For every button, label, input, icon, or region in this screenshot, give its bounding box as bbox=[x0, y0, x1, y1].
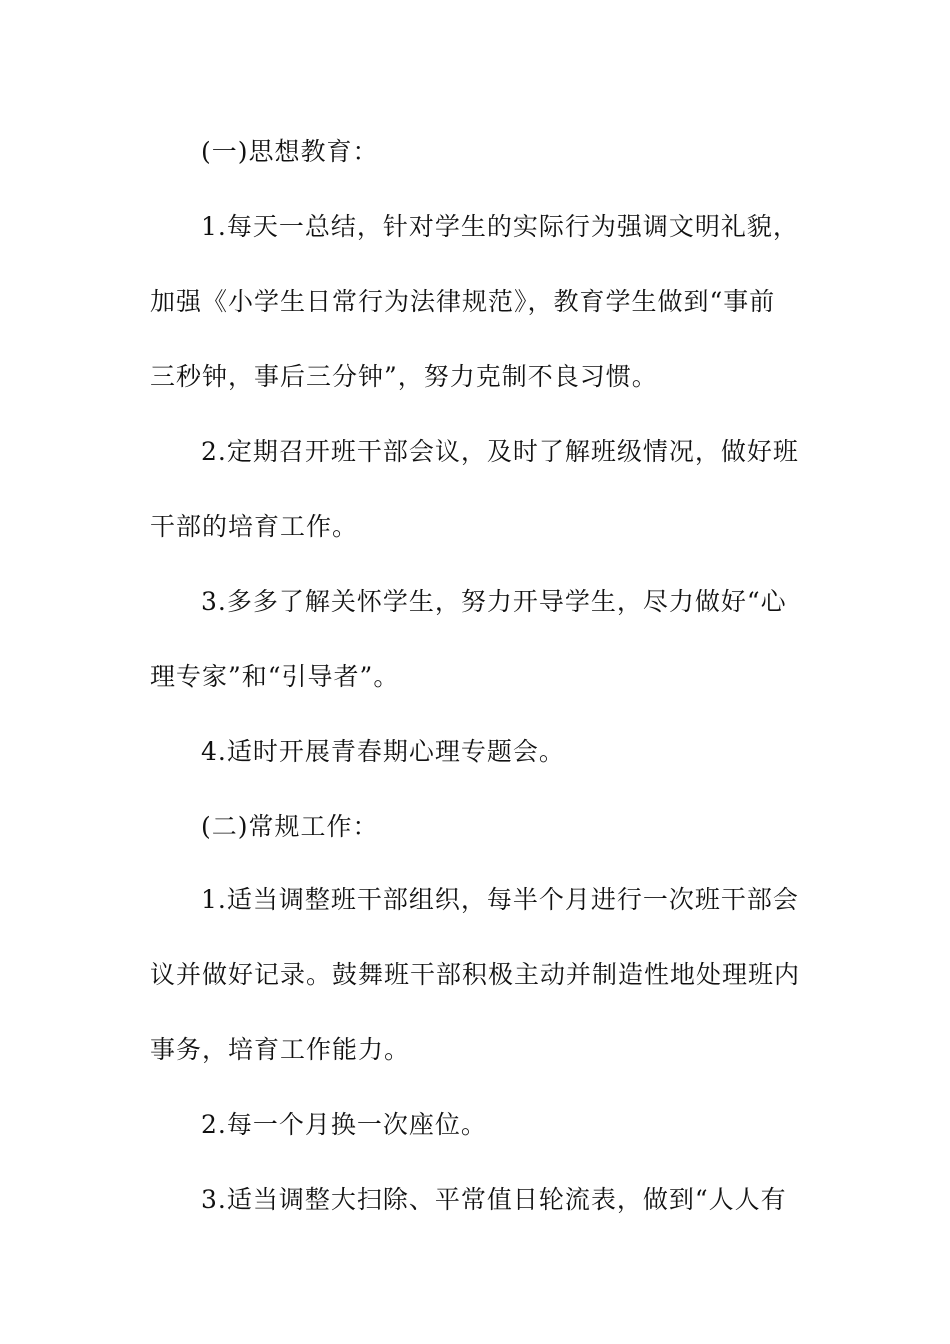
section-heading-routine-work: (二)常规工作： bbox=[201, 812, 379, 841]
paragraph-line: 3.适当调整大扫除、平常值日轮流表，做到“人人有 bbox=[201, 1185, 787, 1214]
paragraph-line: 3.多多了解关怀学生，努力开导学生，尽力做好“心 bbox=[201, 587, 787, 616]
paragraph-line: 2.每一个月换一次座位。 bbox=[201, 1110, 487, 1139]
paragraph-line: 事务，培育工作能力。 bbox=[150, 1035, 411, 1064]
section-heading-ideological-education: (一)思想教育： bbox=[201, 137, 379, 166]
paragraph-line: 三秒钟，事后三分钟”，努力克制不良习惯。 bbox=[150, 362, 658, 391]
paragraph-line: 干部的培育工作。 bbox=[150, 512, 359, 541]
paragraph-line: 1.适当调整班干部组织，每半个月进行一次班干部会 bbox=[201, 885, 799, 914]
paragraph-line: 2.定期召开班干部会议，及时了解班级情况，做好班 bbox=[201, 437, 799, 466]
paragraph-line: 理专家”和“引导者”。 bbox=[150, 662, 400, 691]
paragraph-line: 4.适时开展青春期心理专题会。 bbox=[201, 737, 565, 766]
paragraph-line: 加强《小学生日常行为法律规范》，教育学生做到“事前 bbox=[150, 287, 776, 316]
paragraph-line: 1.每天一总结，针对学生的实际行为强调文明礼貌， bbox=[201, 212, 799, 241]
paragraph-line: 议并做好记录。鼓舞班干部积极主动并制造性地处理班内 bbox=[150, 960, 801, 989]
